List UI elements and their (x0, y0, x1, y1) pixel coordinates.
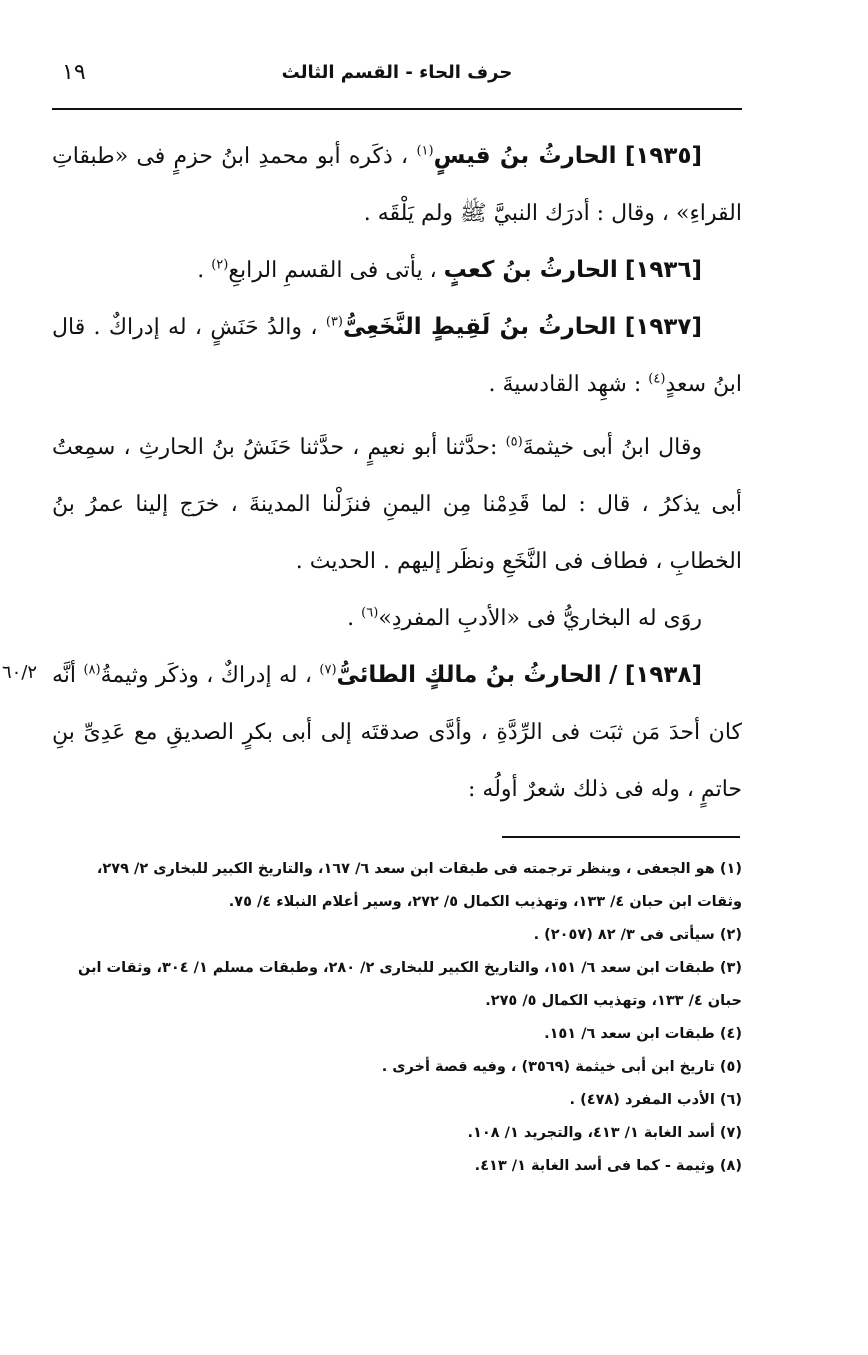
footnote-ref: (٨) (83, 662, 101, 678)
footnote-ref: (٥) (505, 434, 523, 450)
entry-tail: . (197, 258, 205, 283)
footnote-ref: (٧) (319, 662, 337, 678)
page-number: ١٩ (62, 60, 86, 85)
footnote-6: (٦) الأدب المفرد (٤٧٨) . (569, 1092, 742, 1108)
entry-number: [١٩٣٧] (624, 314, 702, 340)
entry-name: الحارثُ بنُ مالكٍ الطائىُّ (336, 662, 602, 688)
footnote-ref: (١) (416, 143, 434, 159)
entry-text: ، له إدراكٌ ، وذكَر وثيمةُ (100, 663, 312, 688)
paragraph-lead: وقال ابنُ أبى خيثمةَ (522, 435, 702, 460)
entry-text: ، يأتى فى القسمِ الرابعِ (228, 258, 437, 283)
entry-name: الحارثُ بنُ كعبٍ (443, 257, 618, 283)
footnotes (52, 853, 742, 1183)
entry-number: [١٩٣٦] (624, 257, 702, 283)
paragraph-tail: . (347, 606, 355, 631)
entry-name: الحارثُ بنُ لَقِيطٍ النَّخَعِىُّ (342, 314, 617, 340)
entry-text-continued: أنَّه كان أحدَ مَن ثبَت فى الرِّدَّةِ ، وأدَّى صدقتَه إلى أبى بكرٍ الصديقِ مع عَدِىِّ بنِ حاتمٍ ، وله فى ذلك شعرٌ أولُه : (52, 663, 742, 802)
footnote-2: (٢) سيأتى فى ٣/ ٨٢ (٢٠٥٧) . (533, 927, 742, 943)
footnote-5: (٥) تاريخ ابن أبى خيثمة (٣٥٦٩) ، وفيه قصة أخرى . (381, 1059, 742, 1075)
footnote-1: (١) هو الجعفى ، وينظر ترجمته فى طبقات ابن سعد ٦/ ١٦٧، والتاريخ الكبير للبخارى ٢/ ٢٧٩، وثقات ابن حبان ٤/ ١٣٣، وتهذيب الكمال ٥/ ٢٧٢، وسير أعلام النبلاء ٤/ ٧٥. (96, 861, 742, 910)
entry-text: ، ذكَره أبو محمدِ ابنُ حزمٍ فى «طبقاتِ القراءِ» ، وقال : أدرَك النبيَّ ﷺ ولم يَلْقَه . (52, 144, 742, 226)
entry-name: الحارثُ بنُ قيسٍ (433, 143, 617, 169)
footnote-ref: (٢) (211, 257, 229, 273)
entry-number: [١٩٣٥] (624, 143, 703, 169)
footnote-ref: (٤) (648, 371, 666, 387)
entry-number: [١٩٣٨] (624, 662, 702, 688)
margin-page-reference: ٦٠/٢ (2, 662, 38, 683)
footnote-separator (502, 836, 740, 838)
folio-slash: / (609, 662, 618, 688)
entry-text-continued: : شهِد القادسيةَ . (488, 372, 642, 397)
running-title: حرف الحاء - القسم الثالث (281, 62, 513, 83)
footnote-ref: (٦) (361, 605, 379, 621)
footnote-3: (٣) طبقات ابن سعد ٦/ ١٥١، والتاريخ الكبير للبخارى ٢/ ٢٨٠، وطبقات مسلم ١/ ٣٠٤، وثقات ابن حبان ٤/ ١٣٣، وتهذيب الكمال ٥/ ٢٧٥. (78, 960, 742, 1009)
paragraph-text: :حدَّثنا أبو نعيمٍ ، حدَّثنا حَنَشُ بنُ الحارثِ ، سمِعتُ أبى يذكرُ ، قال : لما قَدِمْنا مِن اليمنِ فنزَلْنا المدينةَ ، خرَج إلينا عمرُ بنُ الخطابِ ، فطاف فى النَّخَعِ ونظَر إليهم . الحديث . (52, 435, 742, 574)
entry-1936 (52, 242, 742, 299)
entry-text: ، والدُ حَنَشٍ ، له إدراكٌ . قال ابنُ سعدٍ (52, 315, 742, 397)
paragraph-ibn-abi-khaithama (52, 419, 742, 590)
page-header (52, 58, 742, 110)
main-text (52, 128, 742, 818)
footnote-8: (٨) وثيمة - كما فى أسد الغابة ١/ ٤١٣. (474, 1158, 742, 1174)
entry-1937 (52, 299, 742, 413)
footnote-4: (٤) طبقات ابن سعد ٦/ ١٥١. (544, 1026, 742, 1042)
footnote-ref: (٣) (325, 314, 343, 330)
paragraph-text: روَى له البخاريُّ فى «الأدبِ المفردِ» (378, 606, 702, 631)
paragraph-bukhari (52, 590, 742, 647)
footnote-7: (٧) أسد الغابة ١/ ٤١٣، والتجريد ١/ ١٠٨. (467, 1125, 742, 1141)
entry-1935 (52, 128, 742, 242)
entry-1938 (52, 647, 742, 818)
